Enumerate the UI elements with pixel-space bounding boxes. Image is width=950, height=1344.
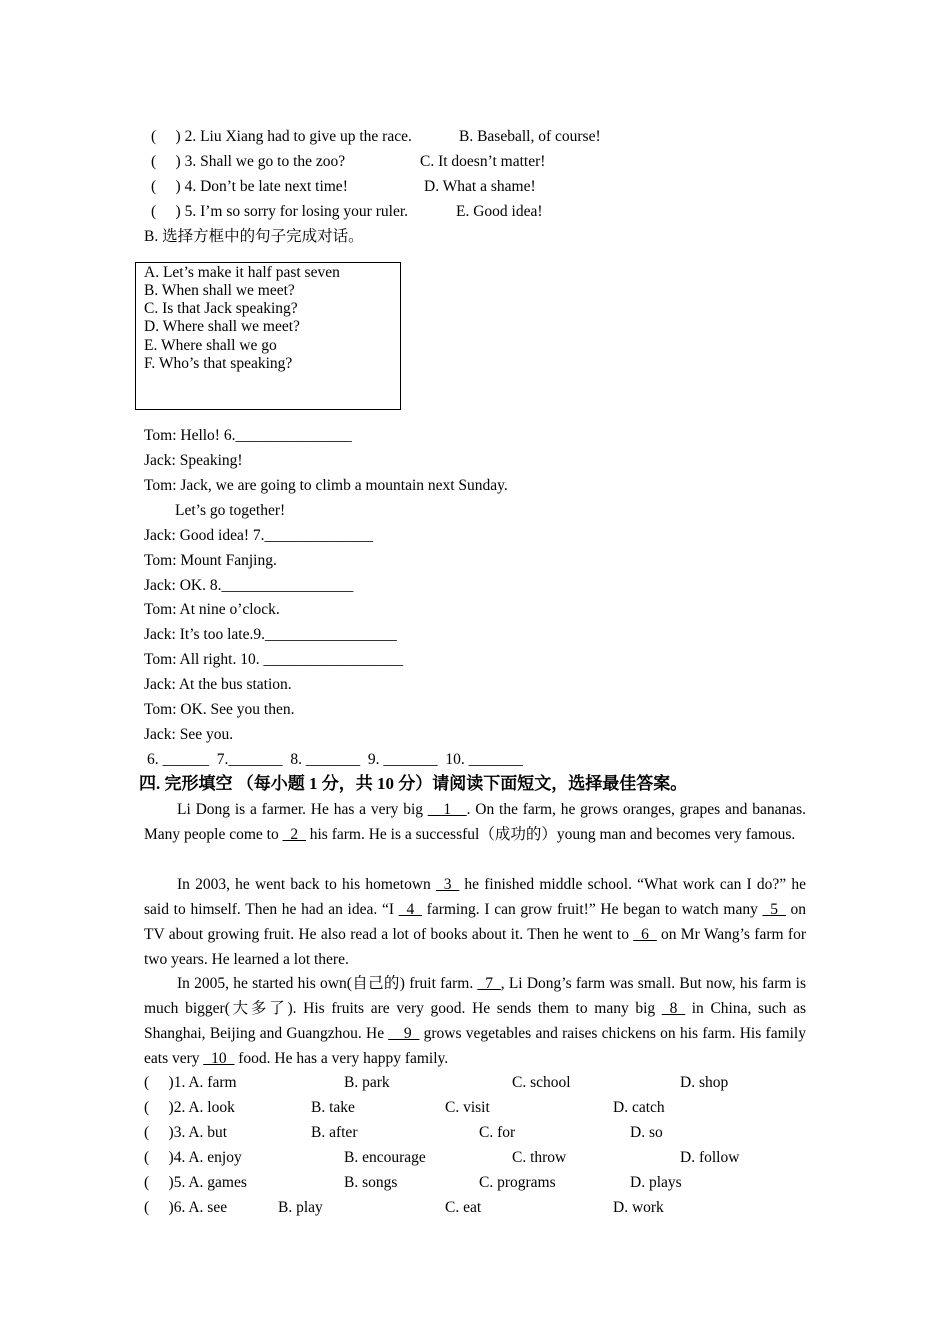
dialogue-line: Jack: It’s too late.9._________________: [144, 626, 397, 643]
question-option-b: B. park: [344, 1074, 390, 1091]
question-row-2: [144, 1098, 844, 1118]
matching-answer-c: C. It doesn’t matter!: [420, 153, 546, 170]
question-option-d: D. catch: [613, 1099, 665, 1116]
dialogue-line: Jack: OK. 8._________________: [144, 577, 354, 594]
options-box: [135, 262, 401, 410]
blank-6: _6_: [633, 926, 657, 943]
blank-7: _7_: [477, 975, 501, 992]
passage-paragraph-2: In 2003, he went back to his hometown _3_ he finished middle school. “What work can I do?” he said to himself. Then he had an idea. “I _4_ farming. I can grow fruit!” He began to watch many _5_ on TV about growing fruit. He also read a lot of books about it. Then he went to _6_ on Mr Wang’s farm for two years. He learned a lot there.: [144, 876, 807, 968]
box-option-b: B. When shall we meet?: [144, 282, 295, 299]
dialogue-line: Jack: Good idea! 7.______________: [144, 527, 374, 544]
question-option-c: C. for: [479, 1124, 516, 1141]
question-option-d: D. follow: [680, 1149, 740, 1166]
blank-5: _5_: [762, 901, 786, 918]
blank-1: __1__: [427, 801, 467, 818]
box-option-c: C. Is that Jack speaking?: [144, 300, 298, 317]
dialogue-line: Jack: At the bus station.: [144, 676, 292, 693]
question-option-c: C. eat: [445, 1199, 482, 1216]
box-option-d: D. Where shall we meet?: [144, 318, 300, 335]
matching-answer-d: D. What a shame!: [424, 178, 536, 195]
question-option-a: ( )1. A. farm: [144, 1074, 237, 1091]
question-option-d: D. work: [613, 1199, 664, 1216]
question-option-d: D. so: [630, 1124, 663, 1141]
dialogue-line: Tom: Jack, we are going to climb a mountain next Sunday.: [144, 477, 508, 494]
blank-4: _4_: [398, 901, 422, 918]
question-row-4: [144, 1148, 844, 1168]
matching-answer-b: B. Baseball, of course!: [459, 128, 601, 145]
blank-2: _2_: [282, 826, 306, 843]
section-b-title: B. 选择方框中的句子完成对话。: [144, 228, 364, 245]
question-row-6: [144, 1198, 844, 1218]
question-option-d: D. plays: [630, 1174, 682, 1191]
section-4-title: 四. 完形填空 （每小题 1 分，共 10 分）请阅读下面短文，选择最佳答案。: [139, 774, 688, 793]
question-option-c: C. programs: [479, 1174, 556, 1191]
question-row-3: [144, 1123, 844, 1143]
dialogue-line: Let’s go together!: [144, 502, 286, 519]
question-option-a: ( )2. A. look: [144, 1099, 235, 1116]
question-option-c: C. visit: [445, 1099, 490, 1116]
matching-item-5: ( ) 5. I’m so sorry for losing your ruler.: [151, 203, 408, 220]
matching-item-3: ( ) 3. Shall we go to the zoo?: [151, 153, 346, 170]
blank-8: _8_: [661, 1000, 686, 1017]
matching-answer-e: E. Good idea!: [456, 203, 543, 220]
matching-item-4: ( ) 4. Don’t be late next time!: [151, 178, 348, 195]
question-option-d: D. shop: [680, 1074, 729, 1091]
question-option-b: B. encourage: [344, 1149, 426, 1166]
dialogue-line: Jack: Speaking!: [144, 452, 243, 469]
question-option-a: ( )5. A. games: [144, 1174, 247, 1191]
matching-item-2: ( ) 2. Liu Xiang had to give up the race.: [151, 128, 412, 145]
dialogue-line: Tom: All right. 10. __________________: [144, 651, 403, 668]
question-option-b: B. after: [311, 1124, 358, 1141]
dialogue-line: Tom: Mount Fanjing.: [144, 552, 277, 569]
passage-paragraph-3: In 2005, he started his own(自己的) fruit farm. _7_, Li Dong’s farm was small. But now, his farm is much bigger(大多了). His fruits are very good. He sends them to many big _8_ in China, such as Shanghai, Beijing and Guangzhou. He __9_ grows vegetables and raises chickens on his farm. His family eats very _10_ food. He has a very happy family.: [144, 975, 806, 1067]
box-option-e: E. Where shall we go: [144, 337, 277, 354]
answer-line: 6. ______ 7._______ 8. _______ 9. _______ 10. _______: [147, 751, 523, 768]
blank-3: _3_: [435, 876, 460, 893]
question-option-b: B. play: [278, 1199, 323, 1216]
question-option-a: ( )3. A. but: [144, 1124, 228, 1141]
question-option-c: C. school: [512, 1074, 571, 1091]
box-option-a: A. Let’s make it half past seven: [144, 264, 340, 281]
passage-paragraph-1: Li Dong is a farmer. He has a very big __1__. On the farm, he grows oranges, grapes and bananas. Many people come to _2_ his farm. He is a successful（成功的）young man and becomes very famous.: [144, 801, 806, 843]
question-option-a: ( )6. A. see: [144, 1199, 228, 1216]
blank-10: _10_: [203, 1050, 235, 1067]
question-option-c: C. throw: [512, 1149, 567, 1166]
question-row-1: [144, 1073, 844, 1093]
dialogue-line: Tom: OK. See you then.: [144, 701, 295, 718]
blank-9: __9_: [388, 1025, 420, 1042]
question-option-a: ( )4. A. enjoy: [144, 1149, 242, 1166]
box-option-f: F. Who’s that speaking?: [144, 355, 293, 372]
dialogue-line: Tom: Hello! 6._______________: [144, 427, 352, 444]
dialogue-line: Jack: See you.: [144, 726, 234, 743]
dialogue-line: Tom: At nine o’clock.: [144, 601, 280, 618]
question-option-b: B. songs: [344, 1174, 398, 1191]
question-option-b: B. take: [311, 1099, 355, 1116]
question-row-5: [144, 1173, 844, 1193]
